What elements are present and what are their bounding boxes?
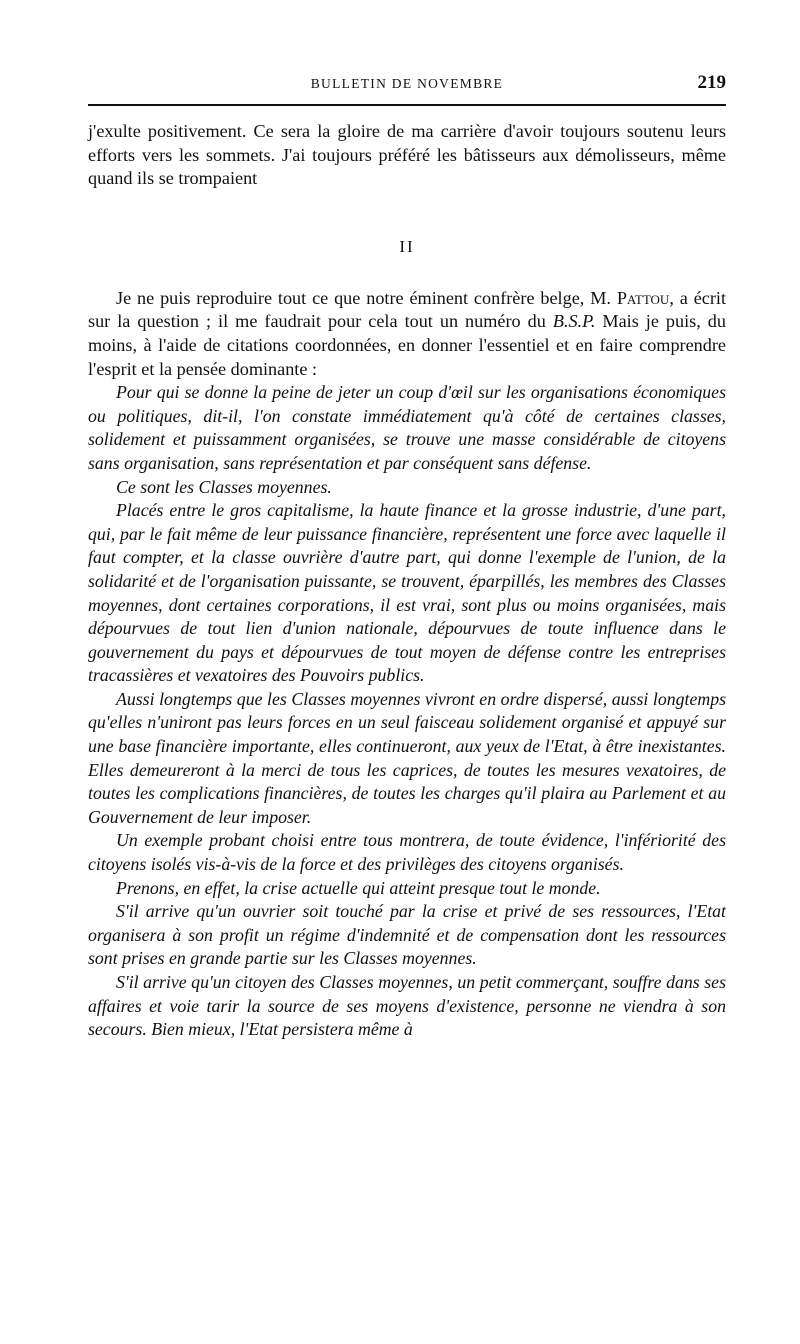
quote-paragraph: S'il arrive qu'un ouvrier soit touché par la crise et privé de ses ressources, l'Etat organisera à son profit un régime d'indemnité et de compensation dont les ressources sont prises en grande partie sur les Classes moyennes. [88,901,726,969]
intro-paragraph [88,287,726,381]
quote-paragraph: Aussi longtemps que les Classes moyennes vivront en ordre dispersé, aussi longtemps qu'elles n'uniront pas leurs forces en un seul faisceau solidement organisé et appuyé sur une base financière importante, elles continueront, aux yeux de l'Etat, à être inexistantes. Elles demeureront à la merci de tous les caprices, de toutes les mesures vexatoires, de toutes les complications financières, de toutes les charges qu'il plaira au Parlement et au Gouvernement de leur imposer. [88,688,726,827]
quote-paragraph: Placés entre le gros capitalisme, la haute finance et la grosse industrie, d'une part, qui, par le fait même de leur puissance financière, représentent une force avec laquelle il faut compter, et la classe ouvrière d'autre part, qui donne l'exemple de l'union, de la solidarité et de l'organisation puissante, se trouvent, éparpillés, les membres des Classes moyennes, dont certaines corporations, il est vrai, sont plus ou moins organisées, mais dépourvues de tout lien d'union nationale, dépourvues de toute influence dans le gouvernement du pays et dépourvues de tout moyen de défense contre les entreprises tracassières et vexatoires des Pouvoirs publics. [88,500,726,686]
book-page [88,60,726,1042]
section-number: II [399,236,415,256]
intro-text-2: , a écrit sur la question ; il me faudrait pour cela tout un numéro du [88,287,726,332]
quote-paragraph: S'il arrive qu'un citoyen des Classes moyennes, un petit commerçant, souffre dans ses affaires et voie tarir la source de ses moyens d'existence, personne ne viendra à son secours. Bien mieux, l'Etat persistera même à [88,972,726,1040]
running-title: BULLETIN DE NOVEMBRE [310,76,504,91]
page-number: 219 [697,72,726,93]
intro-text-3: Mais je puis, du moins, à l'aide de citations coordonnées, en donner l'essentiel et en faire comprendre l'esprit et la pensée dominante : [88,311,726,379]
quote-paragraph: Pour qui se donne la peine de jeter un coup d'œil sur les organisations économiques ou politiques, dit-il, l'on constate immédiatement qu'à côté de certaines classes, solidement et puissamment organisées, se trouve une masse considérable de citoyens sans organisation, sans représentation et par conséquent sans défense. [88,382,726,473]
quoted-passage [88,381,726,1042]
quote-paragraph: Un exemple probant choisi entre tous montrera, de toute évidence, l'infériorité des citoyens isolés vis-à-vis de la force et des privilèges des citoyens organisés. [88,830,726,875]
quote-paragraph: Ce sont les Classes moyennes. [116,476,332,497]
quote-paragraph: Prenons, en effet, la crise actuelle qui atteint presque tout le monde. [116,877,601,898]
header-rule [88,104,726,106]
running-header [88,60,726,104]
paragraph-continuation: j'exulte positivement. Ce sera la gloire de ma carrière d'avoir toujours soutenu leurs efforts vers les sommets. J'ai toujours préféré les bâtisseurs aux démolisseurs, même quand ils se trompaient [88,121,726,189]
author-name: Pattou [616,287,670,308]
bulletin-abbreviation: B.S.P. [552,311,596,332]
intro-text-1: Je ne puis reproduire tout ce que notre éminent confrère belge, M. [116,287,617,308]
